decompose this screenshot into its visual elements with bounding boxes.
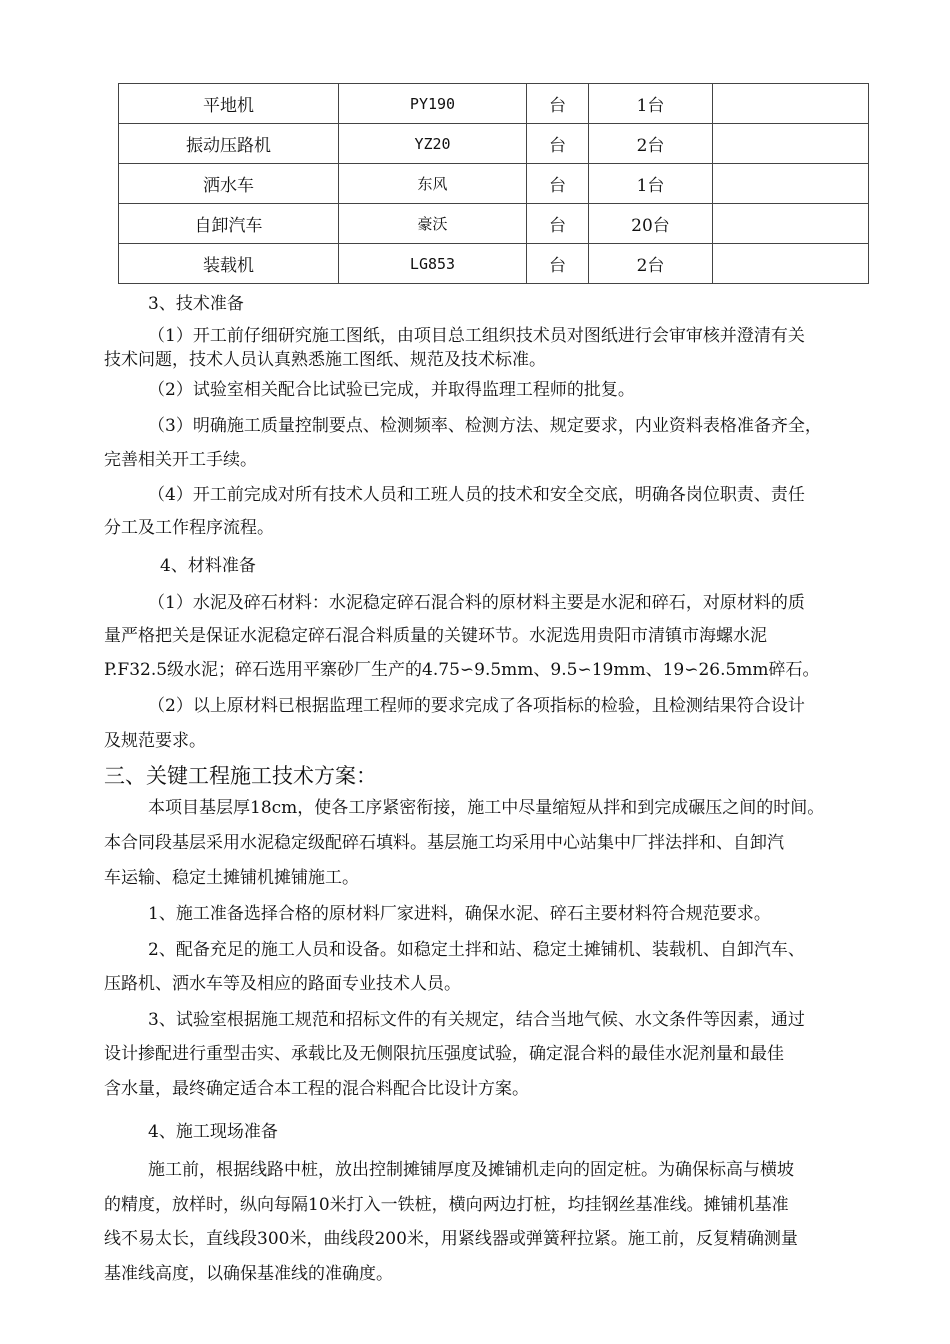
table-row — [119, 244, 869, 284]
quantity-cell: 2台 — [589, 124, 713, 164]
remark-cell — [713, 164, 869, 204]
section-3-para-1-line-3: 车运输、稳定土摊铺机摊铺施工。 — [104, 868, 359, 888]
section-3-para-3-line-2: 压路机、洒水车等及相应的路面专业技术人员。 — [104, 974, 461, 994]
equipment-name-cell: 洒水车 — [119, 164, 339, 204]
section-3-para-4-line-2: 设计掺配进行重型击实、承载比及无侧限抗压强度试验，确定混合料的最佳水泥剂量和最佳 — [104, 1044, 784, 1064]
tech-prep-item-3-line-2: 完善相关开工手续。 — [104, 450, 257, 470]
section-3-para-1-line-1: 本项目基层厚18cm，使各工序紧密衔接，施工中尽量缩短从拌和到完成碾压之间的时间。 — [148, 798, 825, 818]
remark-cell — [713, 124, 869, 164]
quantity-cell: 20台 — [589, 204, 713, 244]
tech-prep-item-2: （2）试验室相关配合比试验已完成，并取得监理工程师的批复。 — [148, 380, 635, 400]
section-3-para-1-line-2: 本合同段基层采用水泥稳定级配碎石填料。基层施工均采用中心站集中厂拌法拌和、自卸汽 — [104, 833, 784, 853]
remark-cell — [713, 84, 869, 124]
section-3-heading: 三、关键工程施工技术方案： — [104, 764, 377, 788]
section-3-para-2: 1、施工准备选择合格的原材料厂家进料，确保水泥、碎石主要材料符合规范要求。 — [148, 904, 771, 924]
remark-cell — [713, 244, 869, 284]
tech-prep-item-1-line-1: （1）开工前仔细研究施工图纸，由项目总工组织技术员对图纸进行会审审核并澄清有关 — [148, 326, 805, 346]
equipment-name-cell: 平地机 — [119, 84, 339, 124]
tech-prep-item-3-line-1: （3）明确施工质量控制要点、检测频率、检测方法、规定要求，内业资料表格准备齐全， — [148, 416, 822, 436]
material-prep-heading: 4、材料准备 — [160, 556, 256, 576]
material-prep-item-2-line-2: 及规范要求。 — [104, 731, 206, 751]
site-prep-line-3: 线不易太长，直线段300米，曲线段200米，用紧线器或弹簧秤拉紧。施工前，反复精确测量 — [104, 1229, 798, 1249]
equipment-table-body — [119, 84, 869, 284]
site-prep-line-4: 基准线高度，以确保基准线的准确度。 — [104, 1264, 393, 1284]
unit-cell: 台 — [527, 164, 589, 204]
unit-cell: 台 — [527, 204, 589, 244]
unit-cell: 台 — [527, 244, 589, 284]
model-cell: 东风 — [339, 164, 527, 204]
material-prep-item-2-line-1: （2）以上原材料已根据监理工程师的要求完成了各项指标的检验，且检测结果符合设计 — [148, 696, 805, 716]
model-cell: LG853 — [339, 244, 527, 284]
table-row — [119, 84, 869, 124]
site-prep-heading: 4、施工现场准备 — [148, 1122, 278, 1142]
quantity-cell: 1台 — [589, 84, 713, 124]
equipment-name-cell: 自卸汽车 — [119, 204, 339, 244]
equipment-table — [118, 83, 869, 284]
tech-prep-item-1-line-2: 技术问题，技术人员认真熟悉施工图纸、规范及技术标准。 — [104, 350, 546, 370]
site-prep-line-2: 的精度，放样时，纵向每隔10米打入一铁桩，横向两边打桩，均挂钢丝基准线。摊铺机基准 — [104, 1195, 789, 1215]
tech-prep-item-4-line-1: （4）开工前完成对所有技术人员和工班人员的技术和安全交底，明确各岗位职责、责任 — [148, 485, 805, 505]
section-3-para-4-line-1: 3、试验室根据施工规范和招标文件的有关规定，结合当地气候、水文条件等因素，通过 — [148, 1010, 805, 1030]
unit-cell: 台 — [527, 124, 589, 164]
tech-prep-heading: 3、技术准备 — [148, 294, 244, 314]
table-row — [119, 164, 869, 204]
model-cell: PY190 — [339, 84, 527, 124]
site-prep-line-1: 施工前，根据线路中桩，放出控制摊铺厚度及摊铺机走向的固定桩。为确保标高与横坡 — [148, 1160, 794, 1180]
quantity-cell: 1台 — [589, 164, 713, 204]
remark-cell — [713, 204, 869, 244]
table-row — [119, 124, 869, 164]
model-cell: 豪沃 — [339, 204, 527, 244]
tech-prep-item-4-line-2: 分工及工作程序流程。 — [104, 518, 274, 538]
material-prep-item-1-line-2: 量严格把关是保证水泥稳定碎石混合料质量的关键环节。水泥选用贵阳市清镇市海螺水泥 — [104, 626, 767, 646]
equipment-name-cell: 振动压路机 — [119, 124, 339, 164]
material-prep-item-1-line-3: P.F32.5级水泥；碎石选用平寨砂厂生产的4.75∽9.5mm、9.5∽19mm、19∽26.5mm碎石。 — [104, 660, 820, 680]
section-3-para-3-line-1: 2、配备充足的施工人员和设备。如稳定土拌和站、稳定土摊铺机、装载机、自卸汽车、 — [148, 940, 805, 960]
material-prep-item-1-line-1: （1）水泥及碎石材料：水泥稳定碎石混合料的原材料主要是水泥和碎石，对原材料的质 — [148, 593, 805, 613]
section-3-para-4-line-3: 含水量，最终确定适合本工程的混合料配合比设计方案。 — [104, 1079, 529, 1099]
quantity-cell: 2台 — [589, 244, 713, 284]
model-cell: YZ20 — [339, 124, 527, 164]
equipment-name-cell: 装载机 — [119, 244, 339, 284]
table-row — [119, 204, 869, 244]
unit-cell: 台 — [527, 84, 589, 124]
